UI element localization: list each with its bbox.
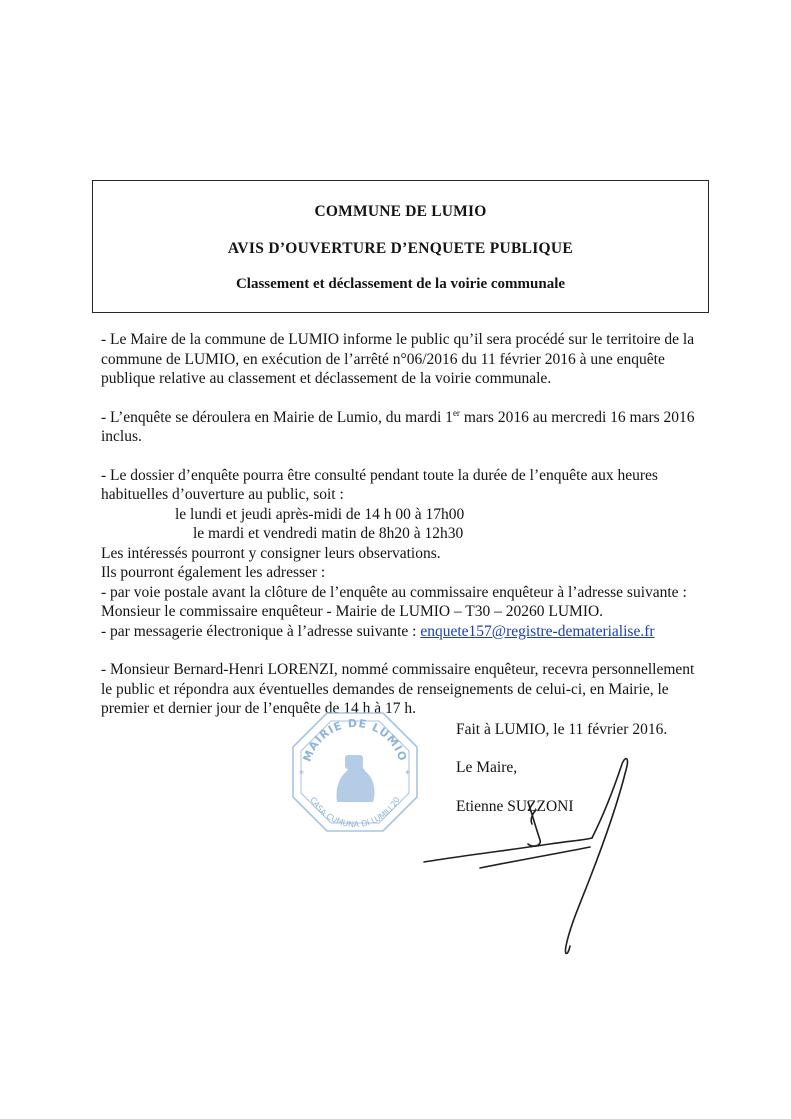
dates-text-start: - L’enquête se déroulera en Mairie de Lumio, du mardi 1: [101, 408, 453, 426]
address-intro-line: Ils pourront également les adresser :: [101, 564, 326, 581]
commune-title: COMMUNE DE LUMIO: [314, 203, 487, 220]
handwritten-signature: [420, 750, 660, 960]
town-hall-stamp: [287, 707, 422, 837]
mayor-title: Le Maire,: [456, 759, 518, 776]
hours-line-1: le lundi et jeudi après-midi de 14 h 00 à 17h00: [175, 505, 465, 523]
notice-title: AVIS D’OUVERTURE D’ENQUETE PUBLIQUE: [227, 240, 574, 257]
stamp-top-text: MAIRIE DE LUMIO: [300, 716, 410, 764]
dates-text-end: mars 2016 au mercredi 16 mars 2016 inclus.: [101, 408, 695, 445]
svg-text:*: *: [405, 769, 410, 780]
paragraph-announcement: - Le Maire de la commune de LUMIO informe le public qu’il sera procédé sur le territoire de la commune de LUMIO, en exécution de l’arrêté n°06/2016 du 11 février 2016 à une enquête publique relative au classement et déclassement de la voirie communale.: [101, 331, 695, 387]
email-line: [101, 622, 701, 642]
place-date: Fait à LUMIO, le 11 février 2016.: [456, 721, 668, 738]
email-link[interactable]: enquete157@registre-dematerialise.fr: [420, 622, 655, 640]
email-prefix: - par messagerie électronique à l’adresse suivante :: [101, 622, 421, 640]
notice-subject: Classement et déclassement de la voirie communale: [235, 276, 566, 292]
postal-line: - par voie postale avant la clôture de l’enquête au commissaire enquêteur à l’adresse suivante : Monsieur le commissaire enquêteur - Mairie de LUMIO – T30 – 20260 LUMIO.: [101, 583, 687, 620]
dates-superscript: er: [452, 407, 460, 418]
header-box: [92, 180, 709, 313]
stamp-bottom-text: CASA CUMUNA DI LUMIU 20: [308, 795, 402, 830]
paragraph-consultation: - Le dossier d’enquête pourra être consulté pendant toute la durée de l’enquête aux heures habituelles d’ouverture au public, soit :: [101, 466, 658, 503]
notice-body: [101, 330, 701, 719]
svg-text:*: *: [299, 769, 304, 780]
observations-line: Les intéressés pourront y consigner leurs observations.: [101, 544, 441, 562]
paragraph-commissioner: - Monsieur Bernard-Henri LORENZI, nommé commissaire enquêteur, recevra personnellement le public et répondra aux éventuelles demandes de renseignements de celui-ci, en Mairie, le premier et dernier jour de l’enquête de 14 h à 17 h.: [101, 661, 695, 717]
mayor-name: Etienne SUZZONI: [456, 798, 574, 815]
hours-line-2: le mardi et vendredi matin de 8h20 à 12h30: [193, 525, 464, 542]
paragraph-dates: [101, 408, 701, 447]
